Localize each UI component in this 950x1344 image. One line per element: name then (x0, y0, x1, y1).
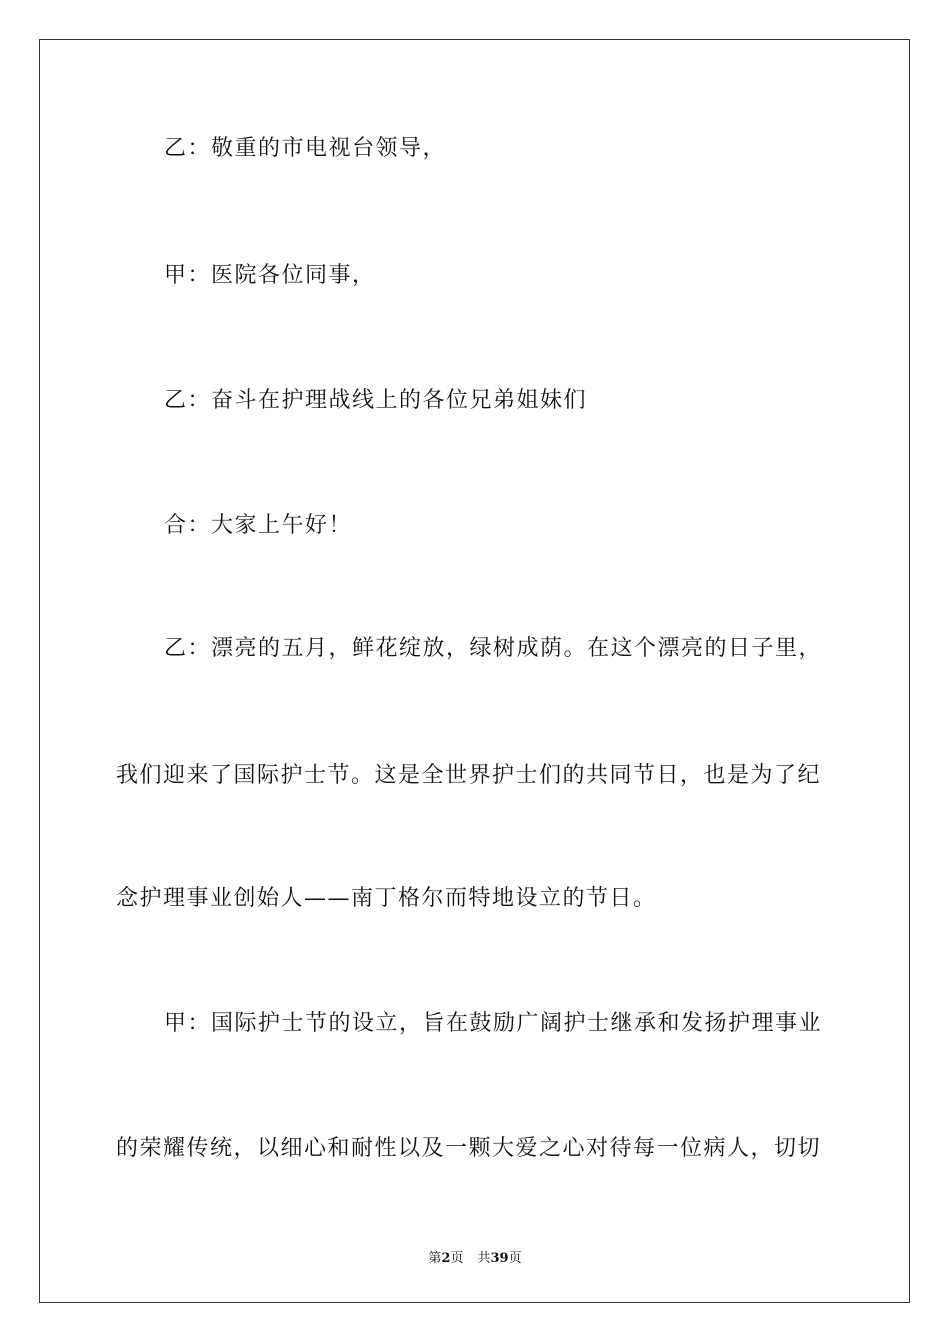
footer-total-pages: 39 (490, 1251, 509, 1266)
footer-page-prefix: 第 (428, 1251, 442, 1266)
footer-page-suffix: 页 (450, 1251, 464, 1266)
paragraph-line-1: 乙：敬重的市电视台领导， (164, 136, 447, 161)
paragraph-line-5: 乙：漂亮的五月，鲜花绽放，绿树成荫。在这个漂亮的日子里， (164, 636, 823, 661)
footer-page-number: 2 (441, 1251, 451, 1266)
paragraph-line-2: 甲：医院各位同事， (164, 263, 376, 288)
footer-total-prefix: 共 (477, 1251, 491, 1266)
paragraph-line-3: 乙：奋斗在护理战线上的各位兄弟姐妹们 (164, 388, 588, 413)
paragraph-line-9: 的荣耀传统，以细心和耐性以及一颗大爱之心对待每一位病人，切切 (116, 1136, 822, 1161)
page-border (39, 39, 910, 1303)
page-footer (0, 1247, 950, 1266)
paragraph-line-4: 合：大家上午好！ (164, 513, 353, 538)
paragraph-line-8: 甲：国际护士节的设立，旨在鼓励广阔护士继承和发扬护理事业 (164, 1011, 823, 1036)
paragraph-line-7: 念护理事业创始人——南丁格尔而特地设立的节日。 (116, 886, 657, 911)
footer-total-suffix: 页 (508, 1251, 522, 1266)
paragraph-line-6: 我们迎来了国际护士节。这是全世界护士们的共同节日，也是为了纪 (116, 763, 822, 788)
